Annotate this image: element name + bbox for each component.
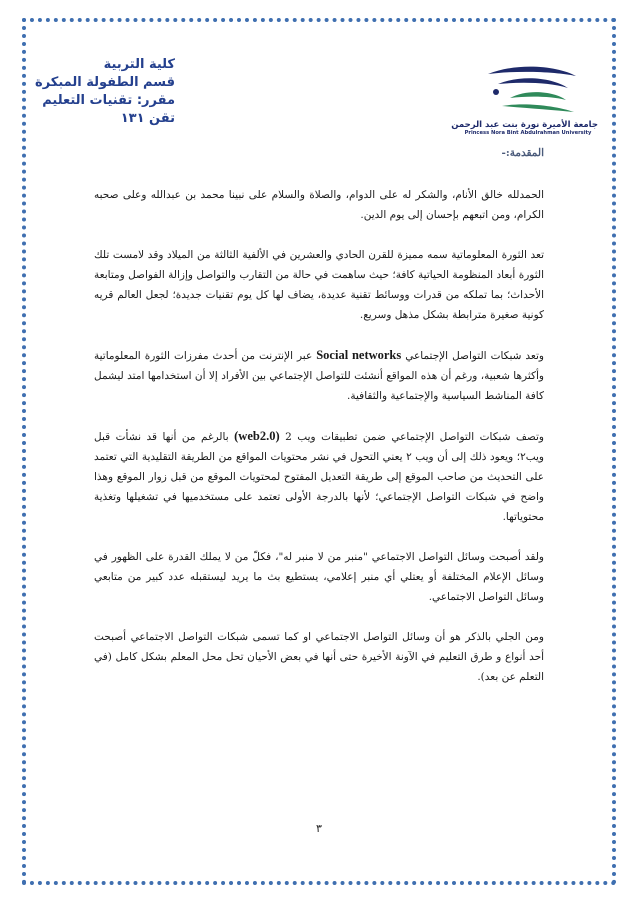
paragraph [94, 345, 544, 406]
course-code: تقن ١٣١ [120, 111, 175, 126]
paragraph: ومن الجلي بالذكر هو أن وسائل التواصل الاجتماعي او كما تسمى شبكات التواصل الاجتماعي أصبحت أحد أنواع و طرق التعليم في الآونة الأخيرة حتى أنها في بعض الأحيان تحل محل المعلم بشكل كامل (في التعلم عن بعد). [94, 631, 544, 683]
university-logo [451, 62, 598, 152]
intro-heading: المقدمة:- [501, 147, 544, 159]
university-emblem-icon [458, 62, 598, 120]
paragraph: تعد الثورة المعلوماتية سمه مميزة للقرن الحادي والعشرين في الألفية الثالثة من الميلاد وقد لامست تلك الثورة أبعاد المنظومة الحياتية كافة؛ حيث ساهمت في حالة من التقارب والتواصل وإزالة الفواصل ومتابعة الأحداث؛ بما تملكه من قدرات ووسائط تقنية عديدة، يضاف لها كل يوم تقنيات جديدة؛ لجعل العالم قريه كونية صغيرة مترابطة بشكل مذهل وسريع. [94, 249, 544, 321]
university-name-arabic: جامعة الأميرة نورة بنت عبد الرحمن [451, 120, 598, 130]
course-name: مقرر: تقنيات التعليم [42, 93, 175, 108]
paragraph-text: عبر الإنترنت من أحدث مفرزات الثورة المعلوماتية وأكثرها شعبية، ورغم أن هذه المواقع أنشئت للتواصل الإجتماعي بين الأفراد إلا أن استخدامها امتد ليشمل كافة المناشط السياسية والإجتماعية والثقافية. [94, 350, 544, 402]
university-name-english: Princess Nora Bint Abdulrahman University [464, 130, 592, 136]
document-body [94, 143, 544, 707]
page-number: ٣ [316, 822, 322, 835]
paragraph: الحمدلله خالق الأنام، والشكر له على الدوام، والصلاة والسلام على نبينا محمد بن عبدالله وعلى صحبه الكرام، ومن اتبعهم بإحسان إلى يوم الدين. [94, 189, 544, 221]
department-name: قسم الطفولة المبكرة [35, 75, 175, 90]
paragraph: ولقد أصبحت وسائل التواصل الاجتماعي "منبر من لا منبر له"، فكلّ من لا يملك القدرة على الظهور في وسائل الإعلام المختلفة أو يعتلي أي منبر إعلامي، يستطيع بث ما يريد ليستقبله عدد كبير من متابعي وسائل التواصل الاجتماعي. [94, 551, 544, 603]
english-term: (web2.0) [234, 429, 280, 443]
document-header [25, 56, 175, 128]
paragraph [94, 426, 544, 527]
paragraph-text: وتصف شبكات التواصل الإجتماعي ضمن تطبيقات ويب 2 [285, 431, 544, 443]
paragraph-text: بالرغم من أنها قد نشأت قبل ويب٢؛ ويعود ذلك إلى أن ويب ٢ يعني التحول في نشر محتويات المواقع من الطريقة التقليدية التي تعتمد على التحديث من صاحب الموقع إلى طريقة التعديل المفتوح لمحتويات الموقع من قبل زوار الموقع وهذا واضح في شبكات التواصل الإجتماعي؛ لأنها بالدرجة الأولى تعتمد على مستخدميها في تشغيلها وتغذية محتوياتها. [94, 431, 545, 523]
paragraph-text: وتعد شبكات التواصل الإجتماعي [405, 350, 544, 362]
college-name: كلية التربية [103, 57, 175, 72]
english-term: Social networks [316, 348, 402, 362]
